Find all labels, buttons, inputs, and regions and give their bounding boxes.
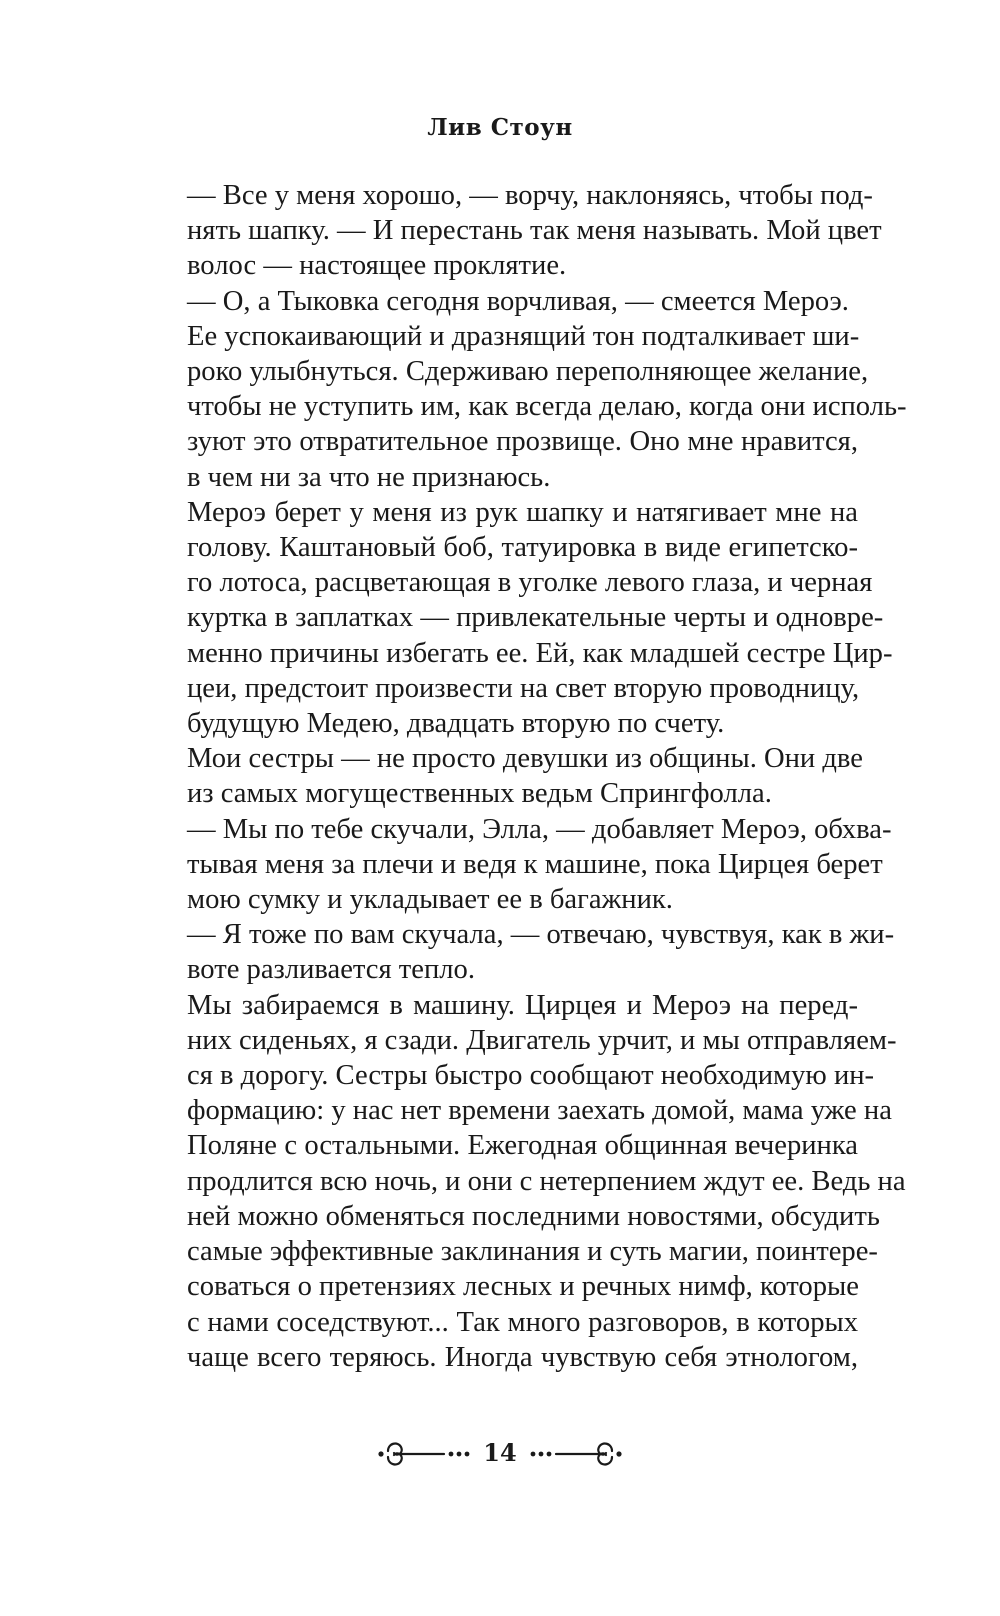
text-line: чтобы не уступить им, как всегда делаю, когда они исполь- — [187, 391, 907, 423]
text-line: в чем ни за что не признаюсь. — [187, 461, 551, 493]
page-footer — [0, 1432, 1000, 1476]
text-line: тывая меня за плечи и ведя к машине, пока Цирцея берет — [187, 848, 883, 880]
text-line: роко улыбнуться. Сдерживаю переполняющее желание, — [187, 356, 869, 388]
text-line: с нами соседствуют... Так много разговоров, в которых — [187, 1306, 858, 1338]
text-line: мою сумку и укладывает ее в багажник. — [187, 884, 673, 916]
paragraph — [150, 741, 863, 811]
text-line: Мои сестры — не просто девушки из общины. Они две — [187, 743, 863, 775]
text-line: чаще всего теряюсь. Иногда чувствую себя этнологом, — [187, 1341, 858, 1373]
paragraph — [150, 495, 893, 741]
text-line: формацию: у нас нет времени заехать домой, мама уже на — [187, 1095, 892, 1127]
text-line: Мы забираемся в машину. Цирцея и Мероэ на перед- — [187, 989, 858, 1021]
text-line: ся в дорогу. Сестры быстро сообщают необходимую ин- — [187, 1060, 875, 1092]
body-text — [150, 178, 907, 1375]
text-line: соваться о претензиях лесных и речных нимф, которые — [187, 1271, 859, 1303]
running-head-author: Лив Стоун — [427, 114, 573, 141]
paragraph — [150, 319, 907, 495]
text-line: самые эффективные заклинания и суть магии, поинтере- — [187, 1236, 878, 1268]
text-line: го лотоса, расцветающая в уголке левого глаза, и черная — [187, 567, 873, 599]
text-line: — Я тоже по вам скучала, — отвечаю, чувствуя, как в жи- — [187, 919, 895, 951]
text-line: зуют это отвратительное прозвище. Оно мне нравится, — [187, 426, 858, 458]
paragraph — [150, 178, 882, 284]
text-line: — Все у меня хорошо, — ворчу, наклоняясь, чтобы под- — [187, 180, 873, 211]
paragraph — [150, 284, 858, 319]
text-line: Мероэ берет у меня из рук шапку и натягивает мне на — [187, 496, 858, 528]
text-line: — О, а Тыковка сегодня ворчливая, — смеется Мероэ. — [187, 285, 849, 317]
text-line: воте разливается тепло. — [187, 954, 475, 986]
text-line: будущую Медею, двадцать вторую по счету. — [187, 708, 725, 740]
paragraph — [150, 988, 906, 1375]
text-line: цеи, предстоит произвести на свет вторую проводницу, — [187, 672, 860, 704]
text-line: Поляне с остальными. Ежегодная общинная вечеринка — [187, 1130, 858, 1162]
paragraph — [150, 812, 892, 918]
text-line: ней можно обменяться последними новостями, обсудить — [187, 1200, 880, 1232]
paragraph — [150, 917, 895, 987]
text-line: продлится всю ночь, и они с нетерпением ждут ее. Ведь на — [187, 1165, 906, 1197]
text-line: волос — настоящее проклятие. — [187, 250, 567, 282]
text-line: менно причины избегать ее. Ей, как младшей сестре Цир- — [187, 637, 893, 669]
text-line: нять шапку. — И перестань так меня называть. Мой цвет — [187, 215, 882, 247]
text-line: них сиденьях, я сзади. Двигатель урчит, и мы отправляем- — [187, 1024, 897, 1056]
text-line: голову. Каштановый боб, татуировка в виде египетско- — [187, 532, 858, 564]
text-line: из самых могущественных ведьм Спрингфолла. — [187, 778, 772, 810]
text-line: — Мы по тебе скучали, Элла, — добавляет Мероэ, обхва- — [187, 813, 892, 845]
text-line: Ее успокаивающий и дразнящий тон подталкивает ши- — [187, 320, 860, 352]
text-line: куртка в заплатках — привлекательные черты и одновре- — [187, 602, 884, 634]
page-number: 14 — [483, 1438, 517, 1467]
